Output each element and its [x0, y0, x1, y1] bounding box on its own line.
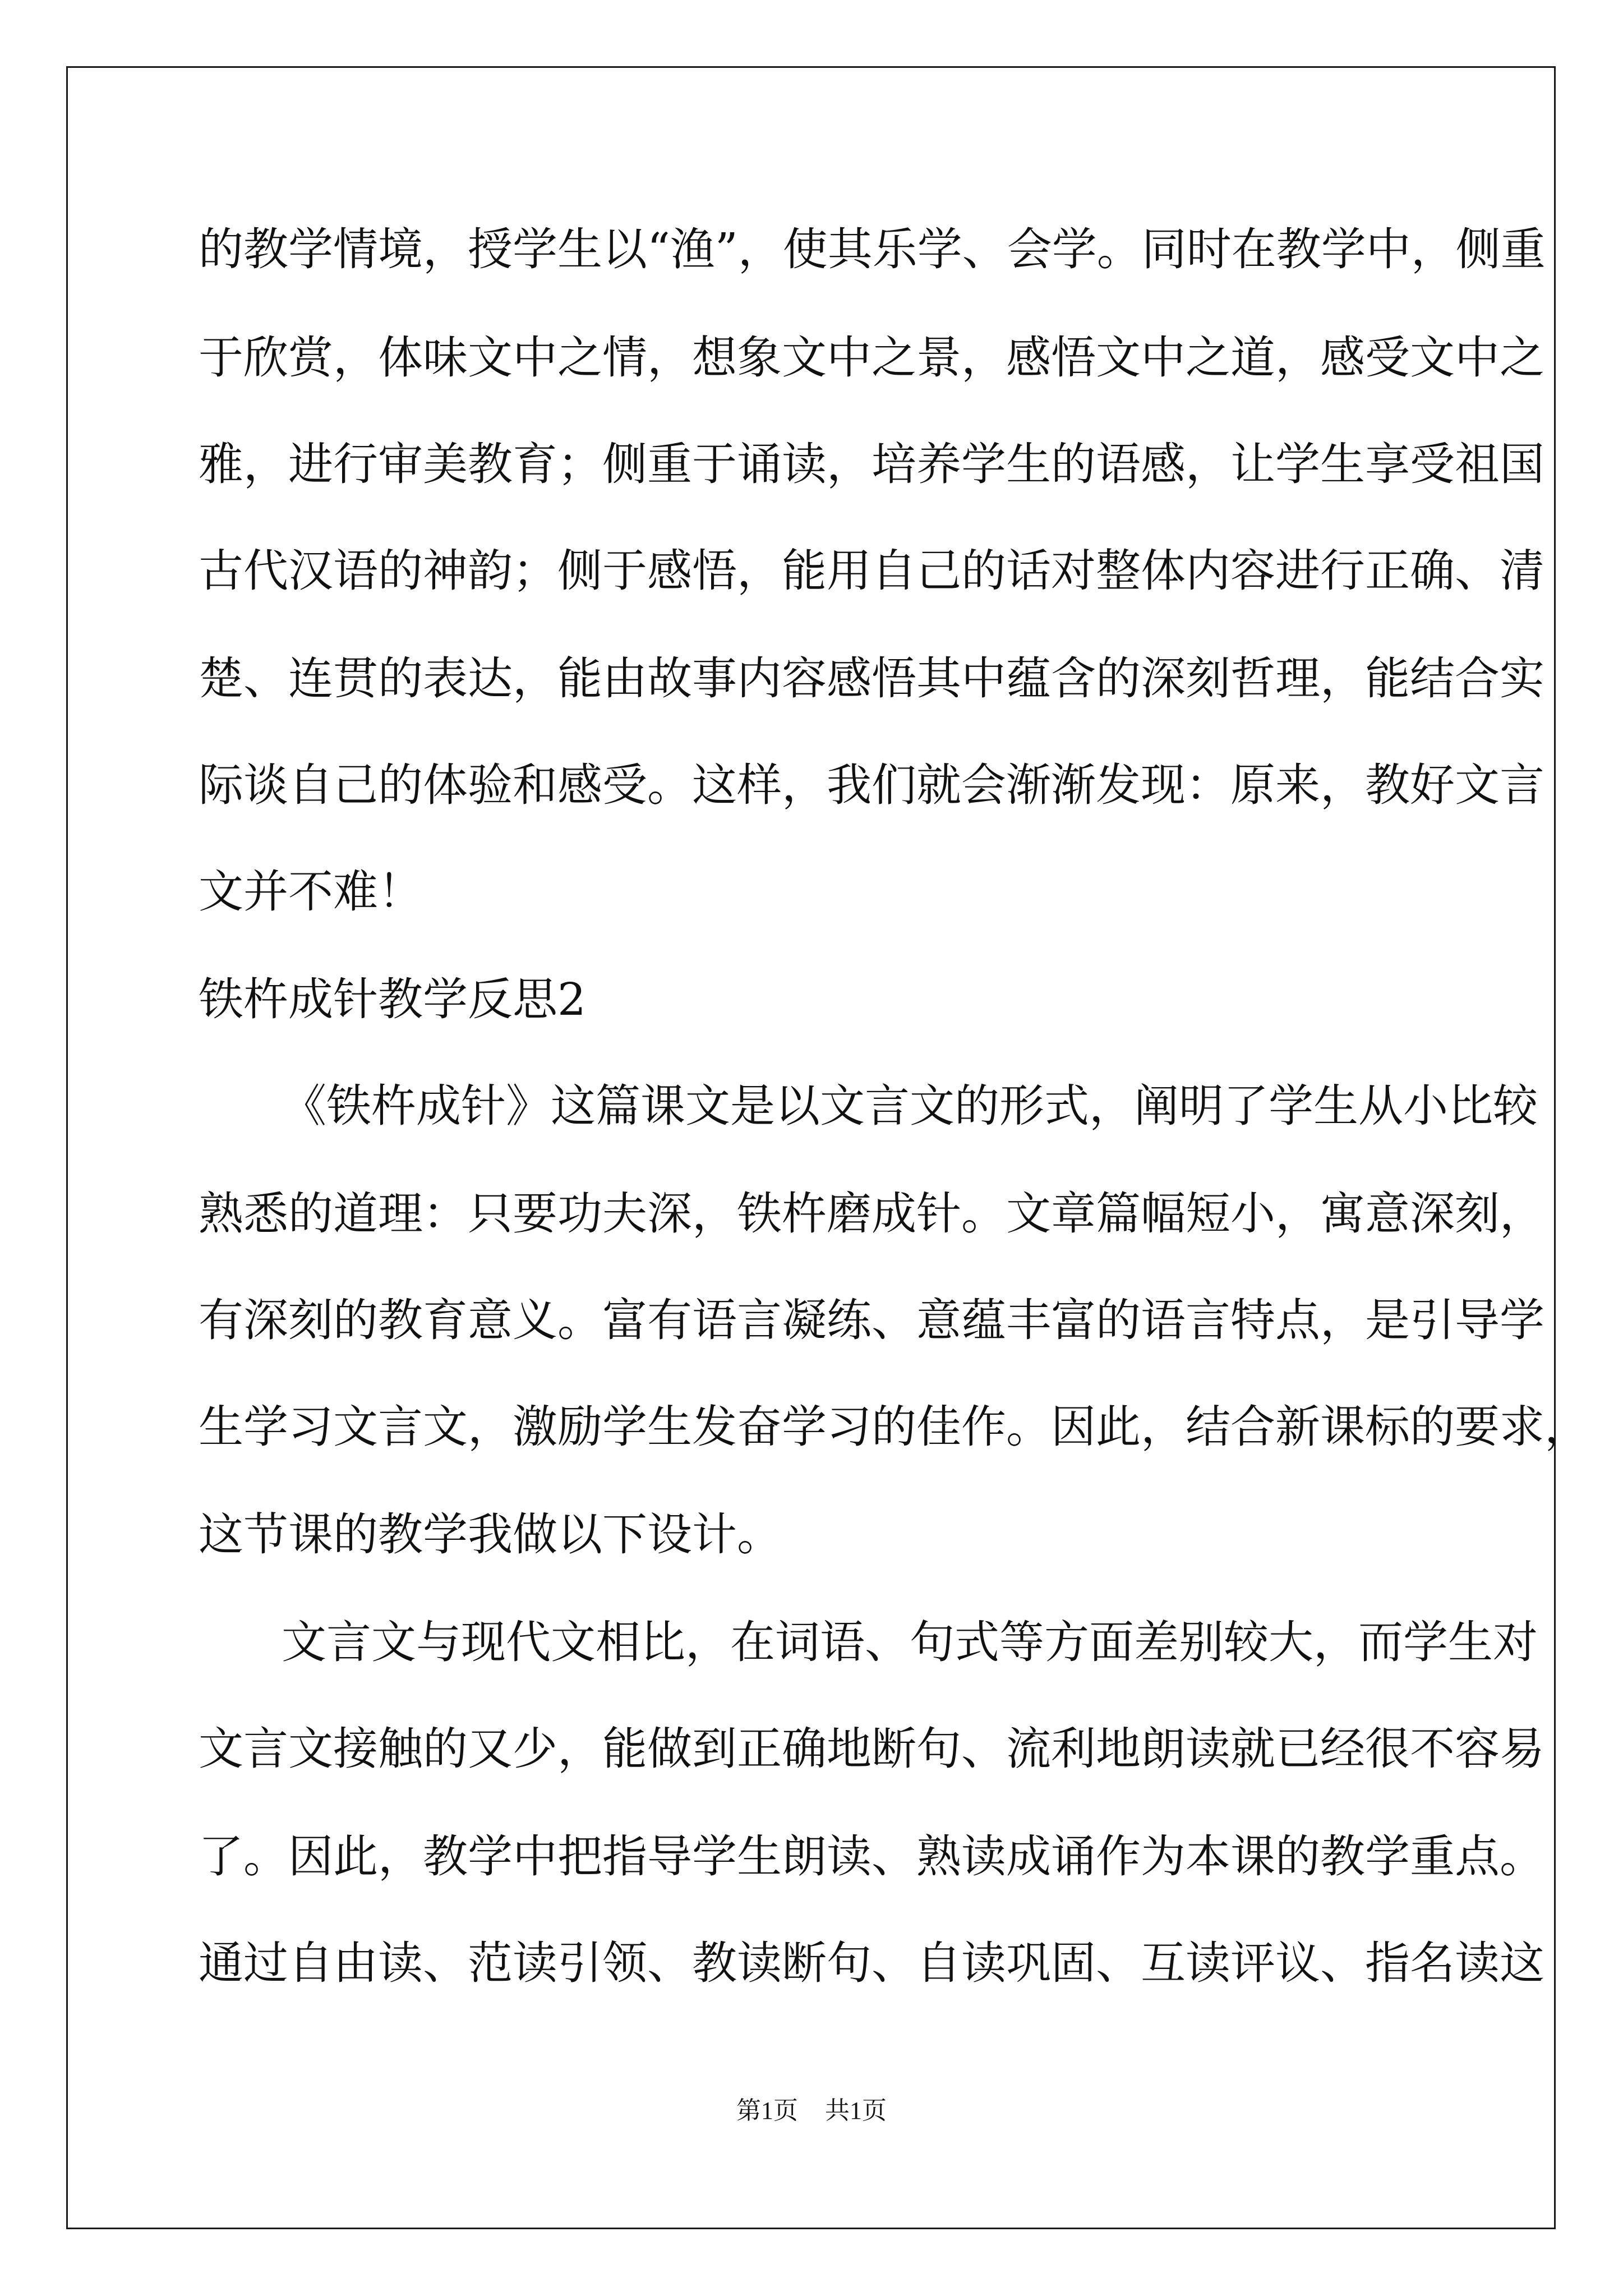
body-line: 古代汉语的神韵；侧于感悟，能用自己的话对整体内容进行正确、清: [199, 545, 1544, 597]
page-number: 第1页: [736, 2097, 798, 2124]
page-border: [66, 66, 1589, 2229]
body-line: 文言文接触的又少，能做到正确地断句、流利地朗读就已经很不容易: [199, 1723, 1544, 1775]
body-line: 通过自由读、范读引领、教读断句、自读巩固、互读评议、指名读这: [199, 1937, 1544, 1989]
page-total: 共1页: [825, 2097, 887, 2124]
body-line: 了。因此，教学中把指导学生朗读、熟读成诵作为本课的教学重点。: [199, 1830, 1544, 1883]
body-line: 文并不难！: [199, 866, 423, 918]
body-line: 有深刻的教育意义。富有语言凝练、意蕴丰富的语言特点，是引导学: [199, 1294, 1544, 1346]
page-footer: [0, 2095, 1623, 2127]
body-line: 际谈自己的体验和感受。这样，我们就会渐渐发现：原来，教好文言: [199, 759, 1544, 811]
body-line: 楚、连贯的表达，能由故事内容感悟其中蕴含的深刻哲理，能结合实: [199, 652, 1544, 705]
body-line: 于欣赏，体味文中之情，想象文中之景，感悟文中之道，感受文中之: [199, 332, 1544, 384]
body-line: 雅，进行审美教育；侧重于诵读，培养学生的语感，让学生享受祖国: [199, 438, 1544, 490]
body-line: 这节课的教学我做以下设计。: [199, 1508, 782, 1561]
body-line-indented: 《铁杵成针》这篇课文是以文言文的形式，阐明了学生从小比较: [282, 1080, 1538, 1132]
body-line: 的教学情境，授学生以“渔”，使其乐学、会学。同时在教学中，侧重: [199, 223, 1546, 275]
body-line-indented: 文言文与现代文相比，在词语、句式等方面差别较大，而学生对: [282, 1616, 1538, 1668]
body-line: 生学习文言文，激励学生发奋学习的佳作。因此，结合新课标的要求，: [199, 1401, 1589, 1453]
section-heading: 铁杵成针教学反思2: [199, 973, 586, 1025]
body-line: 熟悉的道理：只要功夫深，铁杵磨成针。文章篇幅短小，寓意深刻，: [199, 1188, 1544, 1240]
